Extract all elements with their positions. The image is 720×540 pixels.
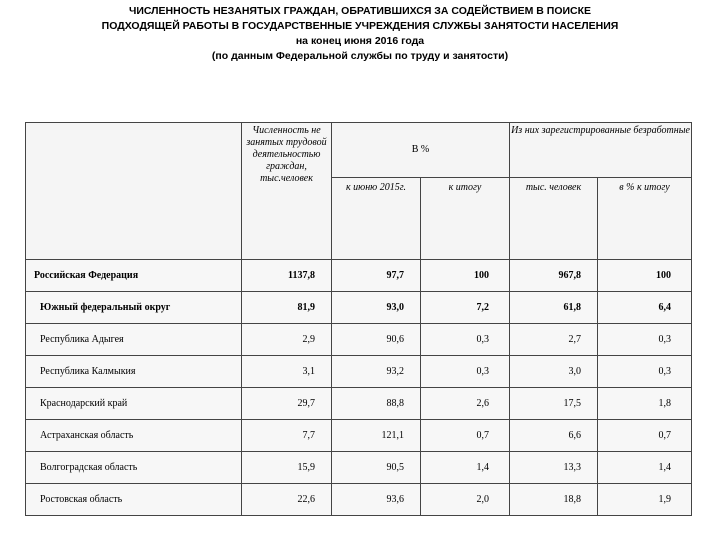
row-reg-count: 13,3	[510, 452, 598, 484]
row-reg-count: 6,6	[510, 420, 598, 452]
unemployment-table	[25, 122, 692, 516]
row-reg-percent: 1,4	[598, 452, 692, 484]
row-count: 2,9	[242, 324, 332, 356]
table-row	[26, 260, 692, 292]
header-vs-june: к июню 2015г.	[332, 178, 421, 260]
row-vs-june: 90,6	[332, 324, 421, 356]
table-header-row	[26, 123, 692, 178]
row-to-total: 2,0	[421, 484, 510, 516]
row-to-total: 0,7	[421, 420, 510, 452]
table-row	[26, 484, 692, 516]
row-vs-june: 88,8	[332, 388, 421, 420]
header-percent-to-total: в % к итогу	[598, 178, 692, 260]
header-registered-group: Из них зарегистрированные безработные	[510, 123, 692, 178]
row-count: 22,6	[242, 484, 332, 516]
table-row	[26, 420, 692, 452]
row-to-total: 2,6	[421, 388, 510, 420]
row-reg-percent: 0,7	[598, 420, 692, 452]
row-name: Республика Адыгея	[26, 324, 242, 356]
row-vs-june: 93,6	[332, 484, 421, 516]
row-name: Республика Калмыкия	[26, 356, 242, 388]
row-reg-percent: 1,9	[598, 484, 692, 516]
row-count: 1137,8	[242, 260, 332, 292]
title-line-4: (по данным Федеральной службы по труду и занятости)	[211, 50, 509, 62]
table-row	[26, 356, 692, 388]
header-empty-cell	[26, 123, 242, 260]
table-row	[26, 388, 692, 420]
page-title	[0, 4, 720, 64]
row-name: Краснодарский край	[26, 388, 242, 420]
row-reg-percent: 100	[598, 260, 692, 292]
row-reg-percent: 6,4	[598, 292, 692, 324]
row-reg-percent: 0,3	[598, 356, 692, 388]
table-row	[26, 292, 692, 324]
row-reg-count: 3,0	[510, 356, 598, 388]
table-row	[26, 324, 692, 356]
row-to-total: 1,4	[421, 452, 510, 484]
title-line-1: ЧИСЛЕННОСТЬ НЕЗАНЯТЫХ ГРАЖДАН, ОБРАТИВШИХСЯ ЗА СОДЕЙСТВИЕМ В ПОИСКЕ	[128, 5, 592, 17]
row-name: Российская Федерация	[26, 260, 242, 292]
table-row	[26, 452, 692, 484]
row-count: 3,1	[242, 356, 332, 388]
row-name: Астраханская область	[26, 420, 242, 452]
row-name: Волгоградская область	[26, 452, 242, 484]
row-reg-count: 2,7	[510, 324, 598, 356]
row-to-total: 7,2	[421, 292, 510, 324]
row-count: 15,9	[242, 452, 332, 484]
title-line-3: на конец июня 2016 года	[295, 35, 425, 47]
row-reg-count: 967,8	[510, 260, 598, 292]
header-count: Численность не занятых трудовой деятельностью граждан, тыс.человек	[242, 123, 332, 260]
row-count: 29,7	[242, 388, 332, 420]
row-count: 81,9	[242, 292, 332, 324]
row-name: Ростовская область	[26, 484, 242, 516]
row-reg-percent: 0,3	[598, 324, 692, 356]
title-line-2: ПОДХОДЯЩЕЙ РАБОТЫ В ГОСУДАРСТВЕННЫЕ УЧРЕЖДЕНИЯ СЛУЖБЫ ЗАНЯТОСТИ НАСЕЛЕНИЯ	[101, 20, 619, 32]
row-vs-june: 93,0	[332, 292, 421, 324]
row-reg-percent: 1,8	[598, 388, 692, 420]
row-vs-june: 121,1	[332, 420, 421, 452]
row-vs-june: 93,2	[332, 356, 421, 388]
row-reg-count: 61,8	[510, 292, 598, 324]
row-vs-june: 97,7	[332, 260, 421, 292]
header-to-total: к итогу	[421, 178, 510, 260]
row-count: 7,7	[242, 420, 332, 452]
row-vs-june: 90,5	[332, 452, 421, 484]
row-to-total: 0,3	[421, 324, 510, 356]
row-to-total: 0,3	[421, 356, 510, 388]
row-reg-count: 17,5	[510, 388, 598, 420]
header-thousand-people: тыс. человек	[510, 178, 598, 260]
row-name: Южный федеральный округ	[26, 292, 242, 324]
row-reg-count: 18,8	[510, 484, 598, 516]
header-percent-group: В %	[332, 123, 510, 178]
row-to-total: 100	[421, 260, 510, 292]
